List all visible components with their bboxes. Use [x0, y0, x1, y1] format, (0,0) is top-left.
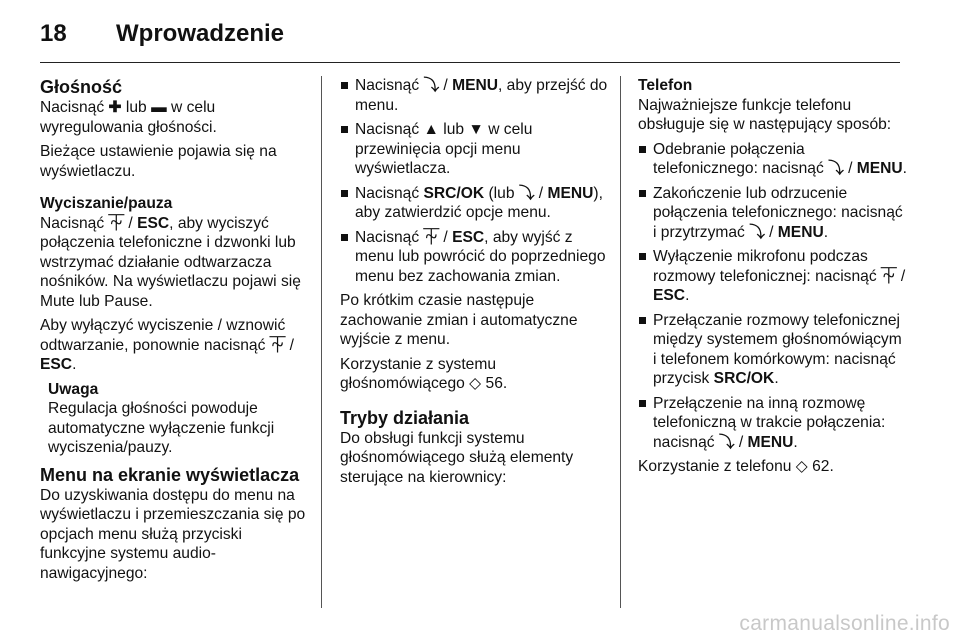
section-heading-menu: Menu na ekranie wyświetlacza: [40, 464, 300, 485]
column-divider: [321, 76, 322, 608]
list-item: Przełączanie rozmowy telefonicznej między systemem głośnomówiącym i telefonem komórkowym: nacisnąć przycisk SRC/OK.: [638, 311, 908, 389]
text: w celu przewinięcia opcji menu wyświetlacza.: [355, 121, 533, 177]
key-label: ESC: [653, 287, 686, 304]
list-item: Nacisnąć SRC/OK (lub ⤵ / MENU), aby zatwierdzić opcje menu.: [340, 184, 608, 223]
call-arrow-icon: ⤵: [749, 223, 765, 241]
text: Odebranie połączenia telefonicznego: nacisnąć: [653, 140, 824, 177]
paragraph: Po krótkim czasie następuje zachowanie zmian i automatyczne wyjście z menu.: [340, 292, 578, 348]
paragraph: Nacisnąć ⏇ / ESC, aby wyciszyć połączenia telefoniczne i dzwonki lub wstrzymać działanie odtwarzacza nośników. Na wyświetlaczu pojawi się Mute lub Pause.: [40, 214, 301, 310]
column-divider: [620, 76, 621, 608]
text: Nacisnąć: [355, 228, 420, 246]
key-label: MENU: [547, 184, 594, 202]
xref-icon: ◇: [795, 458, 808, 475]
call-arrow-icon: ⤵: [518, 184, 535, 202]
xref-page[interactable]: 62.: [812, 458, 834, 475]
text: Nacisnąć: [40, 99, 105, 116]
key-label: MENU: [856, 160, 903, 177]
xref-page[interactable]: 56.: [485, 375, 508, 392]
up-arrow-icon: ▲: [423, 121, 439, 138]
text: lub: [125, 99, 147, 116]
page-number: 18: [40, 20, 67, 47]
bullet-list: [340, 76, 608, 286]
call-arrow-icon: ⤵: [828, 160, 844, 177]
note-box: [48, 380, 308, 458]
text: Nacisnąć: [355, 77, 420, 94]
column-2: [340, 76, 608, 492]
minus-icon: ▬: [151, 99, 167, 116]
key-label: ESC: [40, 356, 73, 373]
column-3: [638, 76, 908, 482]
text: , aby wyciszyć połączenia telefoniczne i dzwonki lub wstrzymać działanie odtwarzacza nośników. Na wyświetlaczu pojawi się Mute lub Pause.: [40, 214, 301, 310]
text: (lub: [488, 184, 515, 202]
key-label: SRC/OK: [423, 184, 485, 202]
list-item: Nacisnąć ⏇ / ESC, aby wyjść z menu lub powrócić do poprzedniego menu bez zachowania zmian.: [340, 228, 608, 287]
paragraph: Do uzyskiwania dostępu do menu na wyświetlaczu i przemieszczania się po opcjach menu służą przyciski funkcyjne systemu audio-nawigacyjnego:: [40, 486, 306, 582]
down-arrow-icon: ▼: [468, 121, 484, 138]
text: Nacisnąć: [355, 121, 420, 138]
text: , aby wyjść z menu lub powrócić do poprzedniego menu bez zachowania zmian.: [355, 228, 606, 285]
text: Aby wyłączyć wyciszenie / wznowić odtwarzanie, ponownie nacisnąć: [40, 317, 286, 354]
list-item: Wyłączenie mikrofonu podczas rozmowy telefonicznej: nacisnąć ⏇ / ESC.: [638, 247, 908, 306]
paragraph: Najważniejsze funkcje telefonu obsługuje się w następujący sposób:: [638, 96, 892, 133]
text: w celu wyregulowania głośności.: [40, 99, 217, 136]
paragraph: [340, 355, 608, 394]
mute-icon: ⏇: [423, 228, 440, 246]
list-item: Nacisnąć ⤵ / MENU, aby przejść do menu.: [340, 76, 608, 115]
page-title: Wprowadzenie: [116, 20, 285, 47]
column-1: [40, 76, 308, 588]
paragraph: Do obsługi funkcji systemu głośnomówiącego służą elementy sterujące na kierownicy:: [340, 429, 574, 486]
text: Korzystanie z telefonu: [638, 458, 792, 475]
watermark: carmanualsonline.info: [739, 612, 950, 635]
key-label: ESC: [137, 214, 170, 232]
text: Nacisnąć: [40, 214, 105, 232]
text: Przełączanie rozmowy telefonicznej między systemem głośnomówiącym i telefonem komórkowym: nacisnąć przycisk: [653, 311, 902, 387]
text: Wyłączenie mikrofonu podczas rozmowy telefonicznej: nacisnąć: [653, 248, 877, 285]
section-heading-modes: Tryby działania: [340, 407, 470, 428]
list-item: Odebranie połączenia telefonicznego: nacisnąć ⤵ / MENU.: [638, 140, 908, 179]
mute-icon: ⏇: [880, 267, 897, 285]
list-item: Przełączenie na inną rozmowę telefoniczną w trakcie połączenia: nacisnąć ⤵ / MENU.: [638, 394, 908, 453]
plus-icon: ✚: [108, 99, 122, 116]
subheading-phone: Telefon: [638, 77, 693, 94]
call-arrow-icon: ⤵: [718, 433, 735, 451]
text: Przełączenie na inną rozmowę telefoniczną w trakcie połączenia: nacisnąć: [653, 394, 886, 451]
key-label: MENU: [747, 433, 794, 451]
text: Nacisnąć: [355, 184, 420, 202]
page-header: [40, 20, 284, 50]
key-label: SRC/OK: [713, 370, 775, 387]
header-rule: [40, 62, 900, 63]
list-item: Zakończenie lub odrzucenie połączenia telefonicznego: nacisnąć i przytrzymać ⤵ / MENU.: [638, 184, 908, 243]
list-item: [340, 120, 608, 179]
text: Zakończenie lub odrzucenie połączenia telefonicznego: nacisnąć i przytrzymać: [653, 184, 903, 241]
text: lub: [443, 121, 465, 138]
key-label: MENU: [452, 77, 499, 94]
key-label: MENU: [777, 223, 824, 241]
paragraph: Bieżące ustawienie pojawia się na wyświetlaczu.: [40, 143, 277, 180]
paragraph: [638, 457, 908, 477]
mute-icon: ⏇: [269, 336, 286, 354]
text: ), aby zatwierdzić opcje menu.: [355, 184, 603, 221]
key-label: ESC: [452, 228, 485, 246]
text: , aby przejść do menu.: [355, 77, 608, 114]
note-title: Uwaga: [48, 380, 99, 398]
call-arrow-icon: ⤵: [423, 77, 440, 94]
text: Korzystanie z systemu głośnomówiącego: [340, 355, 496, 392]
note-text: Regulacja głośności powoduje automatyczne wyłączenie funkcji wyciszenia/pauzy.: [48, 400, 275, 456]
subheading-mute: Wyciszanie/pauza: [40, 195, 173, 212]
section-heading-volume: Głośność: [40, 77, 123, 97]
paragraph: [40, 98, 308, 137]
xref-icon: ◇: [469, 375, 482, 392]
paragraph: Aby wyłączyć wyciszenie / wznowić odtwarzanie, ponownie nacisnąć ⏇ / ESC.: [40, 317, 295, 373]
mute-icon: ⏇: [108, 214, 125, 232]
bullet-list: [638, 140, 908, 453]
